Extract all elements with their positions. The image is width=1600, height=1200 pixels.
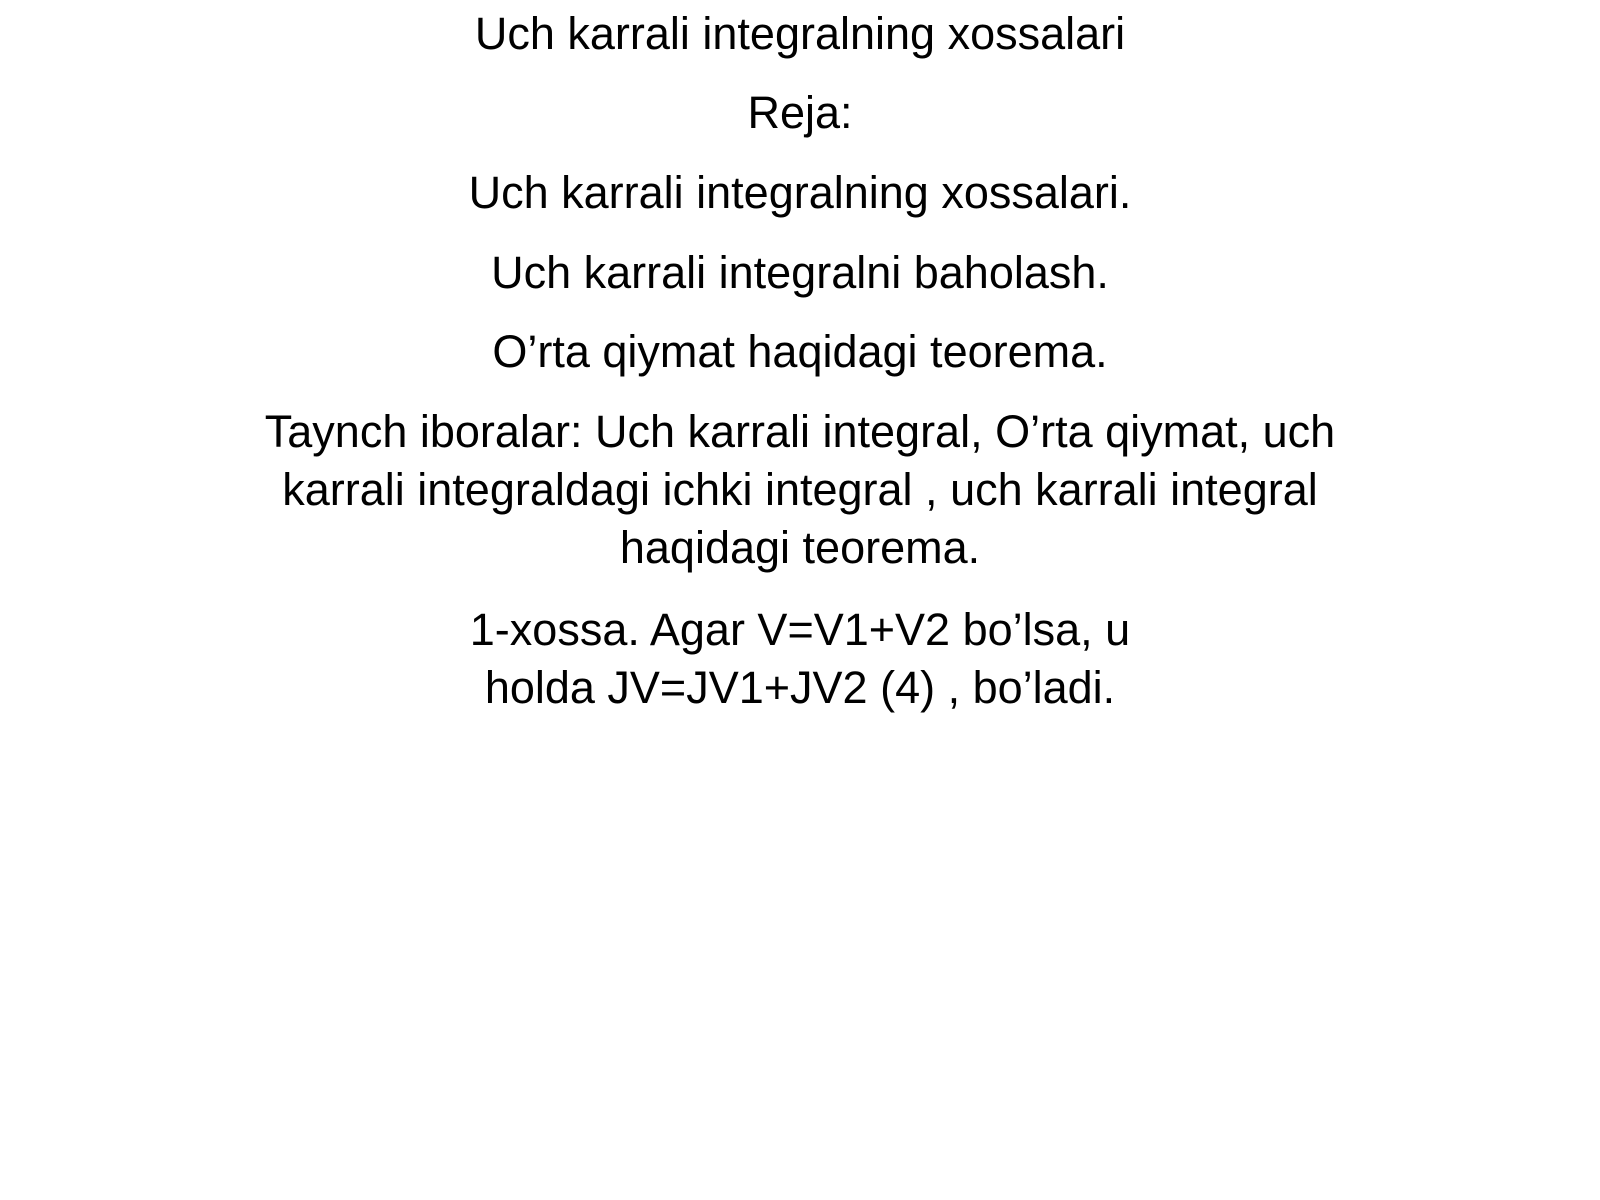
keywords-line: haqidagi teorema. [619, 522, 981, 573]
property-line: 1-xossa. Agar V=V1+V2 bo’lsa, u [469, 604, 1131, 655]
plan-item: Uch karrali integralning xossalari. [468, 167, 1132, 218]
plan-heading: Reja: [747, 87, 853, 138]
keywords-paragraph [200, 403, 1400, 577]
plan-item: Uch karrali integralni baholash. [491, 247, 1109, 298]
property-line: holda JV=JV1+JV2 (4) , bo’ladi. [484, 662, 1116, 713]
plan-item: O’rta qiymat haqidagi teorema. [492, 326, 1108, 377]
keywords-line: karrali integraldagi ichki integral , uch karrali integral [282, 464, 1318, 515]
property-paragraph [200, 601, 1400, 717]
slide-title: Uch karrali integralning xossalari [474, 8, 1126, 59]
keywords-line: Taynch iboralar: Uch karrali integral, O’rta qiymat, uch [264, 406, 1336, 457]
